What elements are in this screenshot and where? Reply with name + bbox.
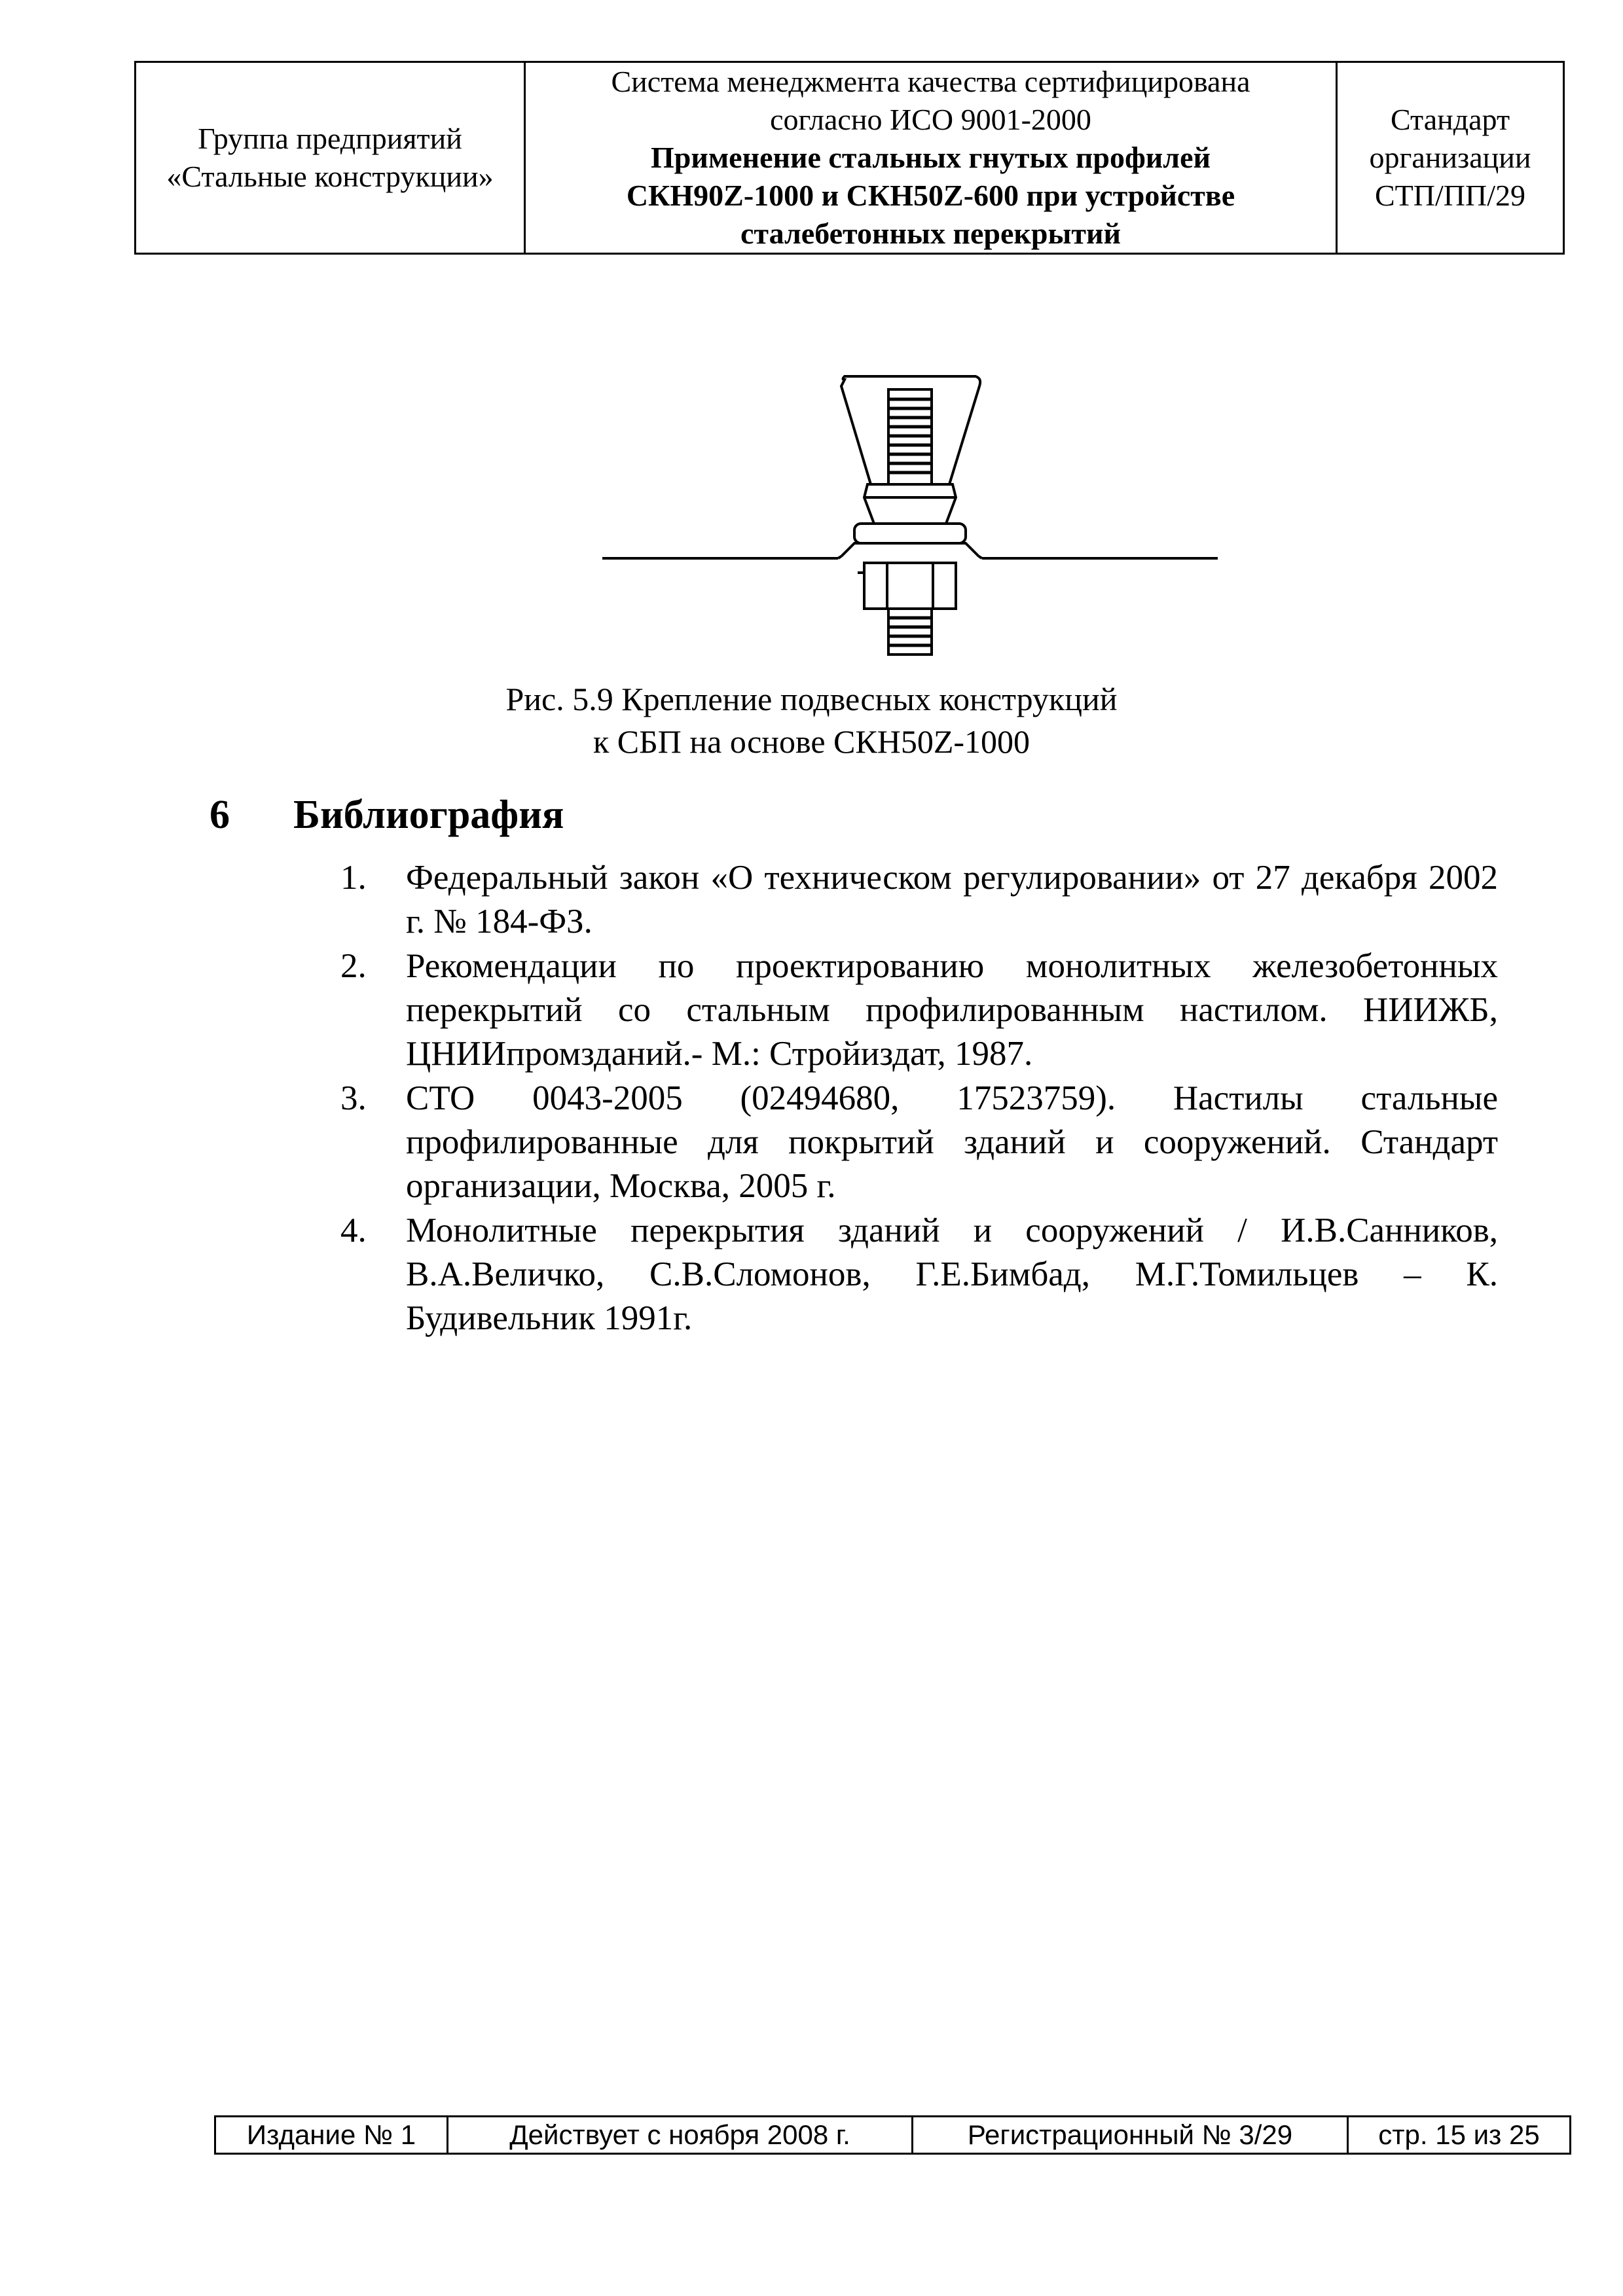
footer-page-number: стр. 15 из 25 — [1348, 2117, 1571, 2154]
figure-caption-line-1: Рис. 5.9 Крепление подвесных конструкций — [505, 681, 1118, 717]
list-item-text: Рекомендации по проектированию монолитных железобетонных перекрытий со стальным профилированным настилом. НИИЖБ, ЦНИИпромзданий.- М.: Стройиздат, 1987. — [406, 947, 1498, 1073]
footer-effective-date: Действует с ноября 2008 г. — [448, 2117, 913, 2154]
fastener-drawing — [589, 367, 1231, 661]
document-title-line-3: сталебетонных перекрытий — [740, 217, 1121, 250]
threaded-rod-upper — [888, 389, 932, 484]
fastener-diagram — [589, 367, 1231, 661]
list-item-text: Федеральный закон «О техническом регулировании» от 27 декабря 2002 г. № 184-ФЗ. — [406, 859, 1498, 941]
list-item-number: 2. — [340, 947, 367, 985]
organization-name: «Стальные конструкции» — [166, 160, 494, 193]
washer — [854, 524, 966, 543]
list-item-number: 1. — [340, 859, 367, 897]
document-footer — [214, 2115, 1571, 2155]
figure-caption-line-2: к СБП на основе СКН50Z-1000 — [593, 723, 1030, 760]
anchor-wedge — [864, 484, 956, 524]
footer-edition: Издание № 1 — [215, 2117, 448, 2154]
list-item-text: Монолитные перекрытия зданий и сооружений / И.В.Санников, В.А.Величко, С.В.Сломонов, Г.Е.Бимбад, М.Г.Томильцев – К. Будивельник 1991г. — [406, 1211, 1498, 1337]
list-item — [340, 1077, 1498, 1208]
list-item — [340, 856, 1498, 944]
header-document-title — [525, 62, 1337, 254]
header-standard-code — [1337, 62, 1564, 254]
section-number: 6 — [210, 793, 230, 837]
list-item-number: 4. — [340, 1211, 367, 1249]
list-item-number: 3. — [340, 1079, 367, 1117]
hex-nut — [858, 563, 956, 609]
bibliography-list — [340, 856, 1498, 1341]
document-title-line-2: СКН90Z-1000 и СКН50Z-600 при устройстве — [626, 179, 1235, 212]
quality-system-note: Система менеджмента качества сертифицирована — [611, 65, 1250, 98]
document-header — [134, 61, 1565, 255]
standard-code: СТП/ПП/29 — [1375, 179, 1525, 212]
threaded-rod-lower — [888, 609, 932, 655]
section-title: Библиография — [293, 793, 564, 837]
list-item-text: СТО 0043-2005 (02494680, 17523759). Настилы стальные профилированные для покрытий зданий и сооружений. Стандарт организации, Москва, 2005 г. — [406, 1079, 1498, 1205]
organization-group: Группа предприятий — [198, 122, 462, 155]
footer-registration-number: Регистрационный № 3/29 — [913, 2117, 1348, 2154]
section-heading — [210, 789, 564, 841]
standard-label: Стандарт — [1390, 103, 1510, 136]
header-organization — [136, 62, 525, 254]
document-title-line-1: Применение стальных гнутых профилей — [650, 141, 1211, 174]
list-item — [340, 944, 1498, 1076]
iso-standard-note: согласно ИСО 9001-2000 — [770, 103, 1091, 136]
organization-label: организации — [1369, 141, 1531, 174]
list-item — [340, 1209, 1498, 1340]
